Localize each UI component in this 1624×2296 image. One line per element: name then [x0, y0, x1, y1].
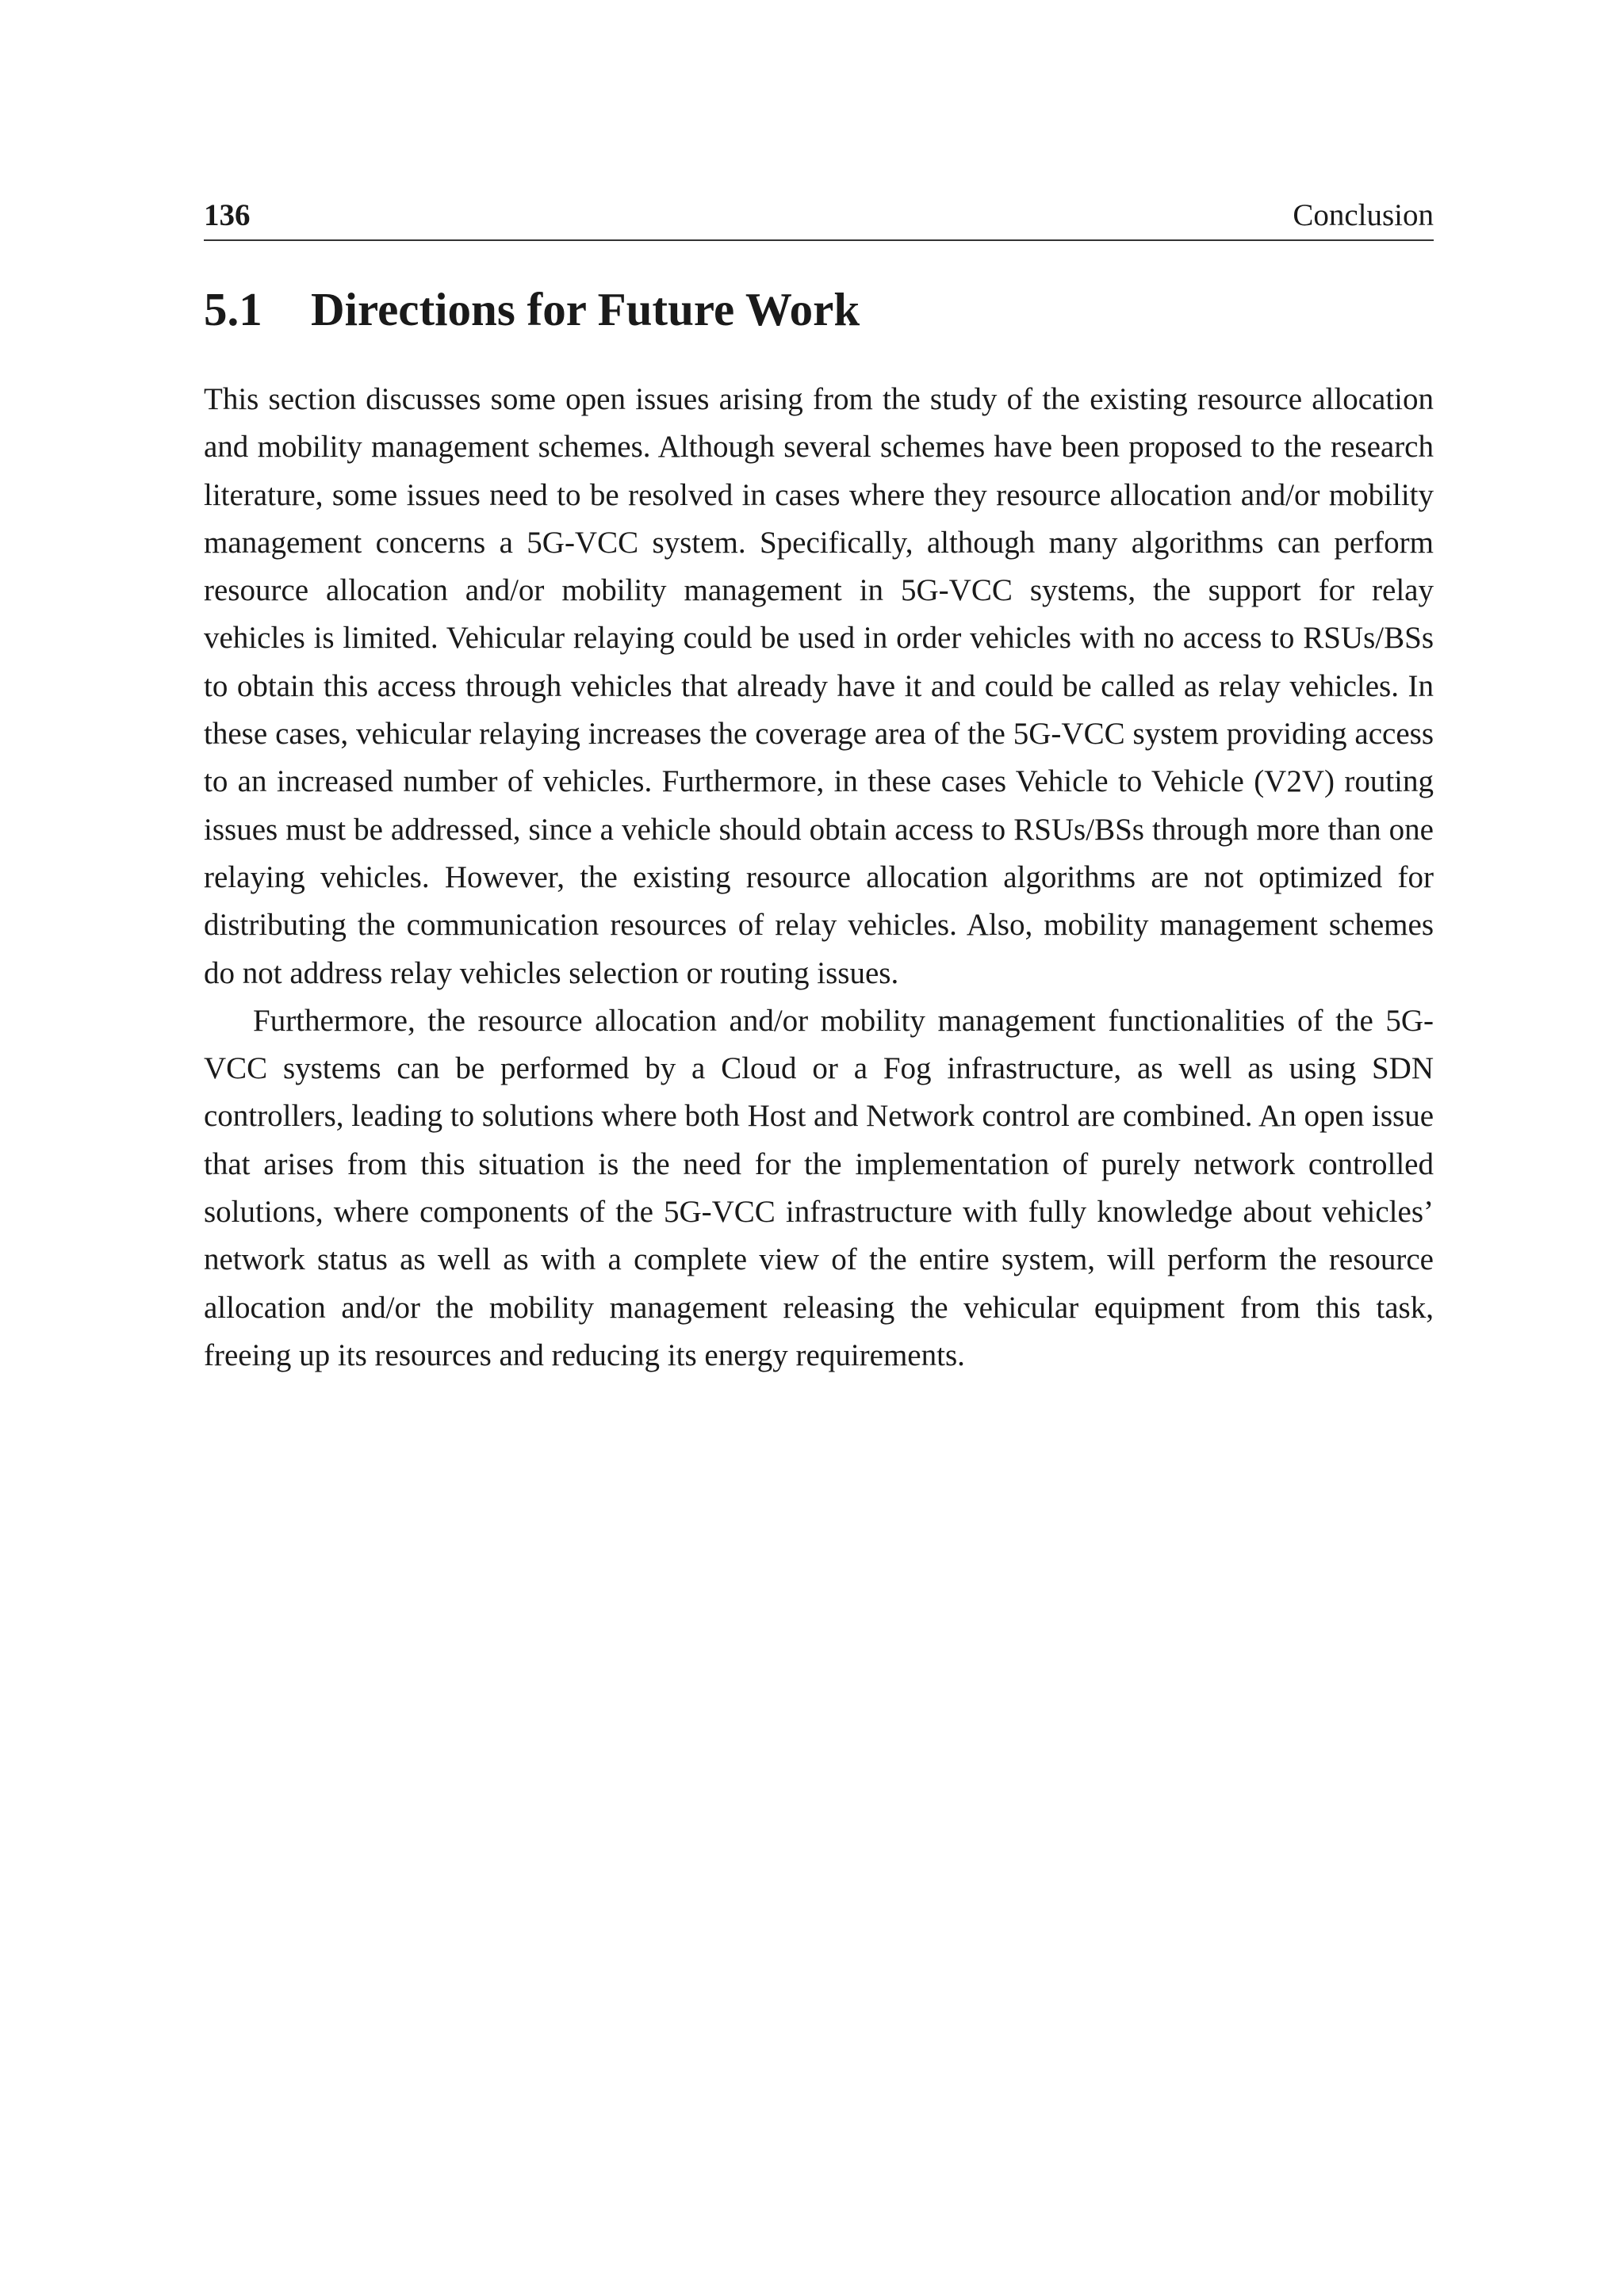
running-header — [204, 195, 1434, 241]
body-text — [204, 376, 1434, 1380]
paragraph-1: This section discusses some open issues arising from the study of the existing resource allocation and mobility management schemes. Although several schemes have been proposed to the research literature, some issues need to be resolved in cases where they resource allocation and/or mobility management concerns a 5G-VCC system. Specifically, although many algorithms can perform resource allocation and/or mobility management in 5G-VCC systems, the support for relay vehicles is limited. Vehicular relaying could be used in order vehicles with no access to RSUs/BSs to obtain this access through vehicles that already have it and could be called as relay vehicles. In these cases, vehicular relaying increases the coverage area of the 5G-VCC system providing access to an increased number of vehicles. Furthermore, in these cases Vehicle to Vehicle (V2V) routing issues must be addressed, since a vehicle should obtain access to RSUs/BSs through more than one relaying vehicles. However, the existing resource allocation algorithms are not optimized for distributing the communication resources of relay vehicles. Also, mobility management schemes do not address relay vehicles selection or routing issues. — [204, 382, 1434, 990]
section-number: 5.1 — [204, 283, 262, 335]
paragraph-2: Furthermore, the resource allocation and/or mobility management functionalities of the 5G-VCC systems can be performed by a Cloud or a Fog infrastructure, as well as using SDN controllers, leading to solutions where both Host and Network control are combined. An open issue that arises from this situation is the need for the implementation of purely network controlled solutions, where components of the 5G-VCC infrastructure with fully knowledge about vehicles’ network status as well as with a complete view of the entire system, will perform the resource allocation and/or the mobility management releasing the vehicular equipment from this task, freeing up its resources and reducing its energy requirements. — [204, 1003, 1434, 1372]
running-chapter-title: Conclusion — [1293, 198, 1434, 232]
section-title: Directions for Future Work — [311, 283, 860, 335]
page-number: 136 — [204, 198, 251, 232]
section-heading — [204, 281, 860, 337]
